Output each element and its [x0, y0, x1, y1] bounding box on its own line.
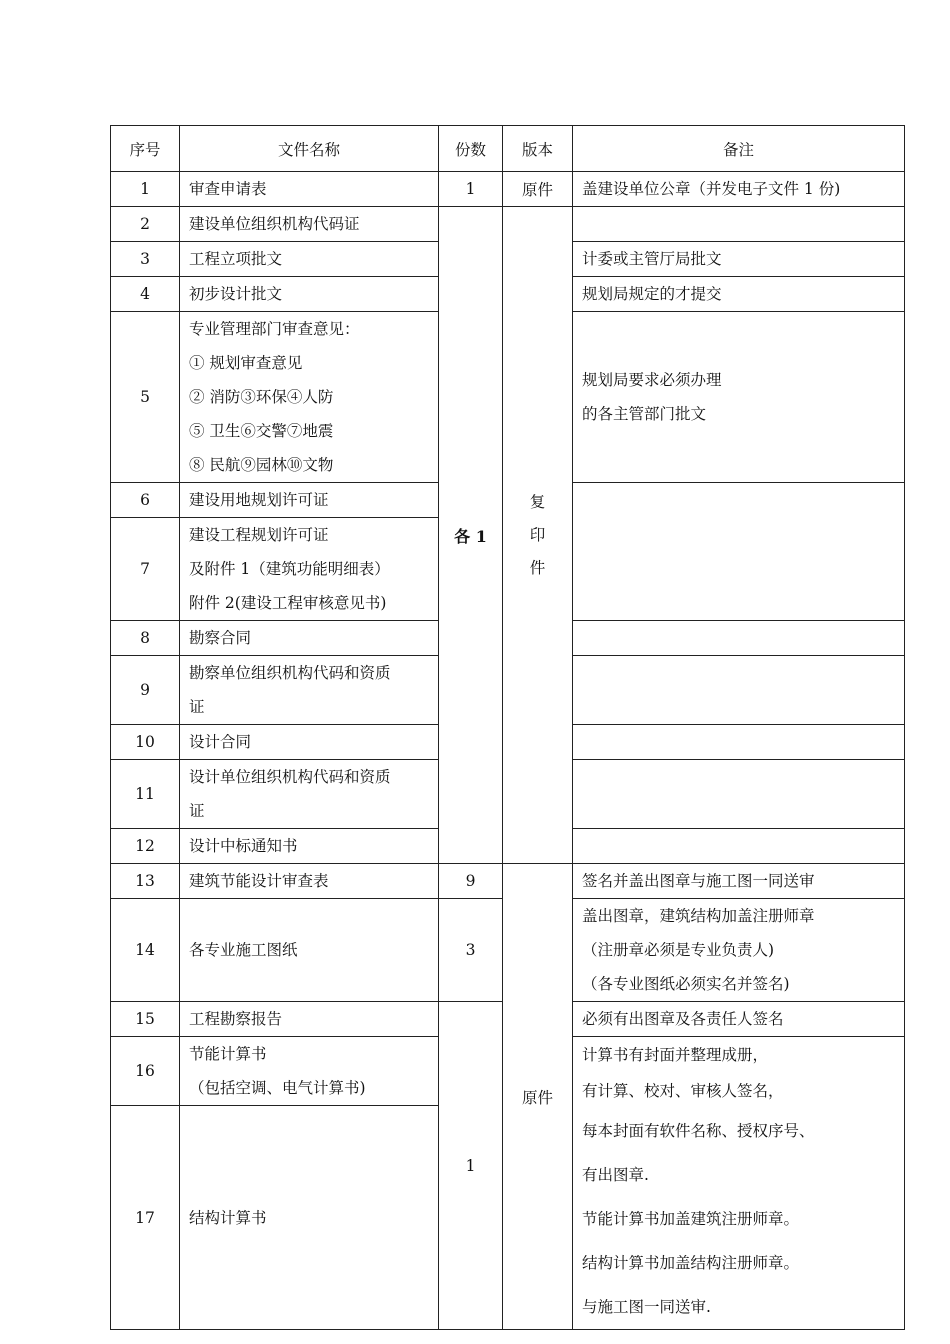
row-note	[573, 207, 905, 242]
note-line: 计委或主管厅局批文	[582, 250, 722, 268]
header-note: 备注	[573, 126, 905, 172]
name-line: 勘察合同	[189, 629, 252, 647]
name-line: 各专业施工图纸	[189, 941, 298, 959]
document-table	[110, 125, 905, 1330]
merged-version-rows-13-17: 原件	[503, 864, 573, 1330]
note-line: （各专业图纸必须实名并签名)	[582, 975, 790, 993]
note-line: 有计算、校对、审核人签名，	[582, 1082, 784, 1100]
name-line: 结构计算书	[189, 1208, 267, 1227]
name-line: ⑧ 民航⑨园林⑩文物	[189, 456, 334, 474]
row-note	[573, 864, 905, 899]
row-seq: 8	[111, 621, 180, 656]
row-copies: 1	[439, 172, 503, 207]
note-line: 结构计算书加盖结构注册师章。	[582, 1254, 800, 1272]
note-line: 规划局规定的才提交	[582, 285, 722, 303]
note-line: 盖建设单位公章（并发电子文件 1 份)	[582, 180, 841, 198]
merged-version-rows-2-12	[503, 207, 573, 864]
row-note	[573, 760, 905, 829]
row-copies: 9	[439, 864, 503, 899]
row-name	[180, 172, 439, 207]
row-name	[180, 864, 439, 899]
name-line: 设计单位组织机构代码和资质	[189, 768, 391, 786]
row-seq: 14	[111, 899, 180, 1002]
row-note	[573, 1002, 905, 1037]
row-note	[573, 277, 905, 312]
note-line: 计算书有封面并整理成册，	[582, 1046, 769, 1064]
header-seq: 序号	[111, 126, 180, 172]
header-version: 版本	[503, 126, 573, 172]
note-line: 节能计算书加盖建筑注册师章。	[582, 1210, 800, 1228]
version-char: 复	[529, 492, 546, 511]
row-note	[573, 172, 905, 207]
note-line: 签名并盖出图章与施工图一同送审	[582, 872, 815, 890]
name-line: ① 规划审查意见	[189, 354, 303, 372]
note-line: 与施工图一同送审.	[582, 1298, 711, 1316]
row-seq: 6	[111, 483, 180, 518]
header-copies: 份数	[439, 126, 503, 172]
name-line: 建设单位组织机构代码证	[189, 215, 360, 233]
name-line: ⑤ 卫生⑥交警⑦地震	[189, 422, 334, 440]
merged-copies-rows-2-12: 各 1	[439, 207, 503, 864]
name-line: （包括空调、电气计算书)	[189, 1079, 366, 1098]
row-note	[573, 899, 905, 1002]
row-note	[573, 483, 905, 621]
row-name	[180, 518, 439, 621]
header-name: 文件名称	[180, 126, 439, 172]
row-seq: 4	[111, 277, 180, 312]
row-name	[180, 1002, 439, 1037]
row-seq: 16	[111, 1037, 180, 1106]
row-note	[573, 656, 905, 725]
row-name	[180, 207, 439, 242]
name-line: 专业管理部门审查意见：	[189, 320, 360, 338]
name-line: 审查申请表	[189, 180, 267, 198]
note-line: 盖出图章，建筑结构加盖注册师章	[582, 907, 815, 925]
note-line: 有出图章.	[582, 1166, 649, 1184]
name-line: 工程立项批文	[189, 250, 283, 268]
table-row	[111, 864, 905, 899]
table-row	[111, 172, 905, 207]
row-note	[573, 621, 905, 656]
name-line: 勘察单位组织机构代码和资质	[189, 664, 391, 682]
note-line: 必须有出图章及各责任人签名	[582, 1010, 784, 1028]
row-seq: 9	[111, 656, 180, 725]
row-copies: 3	[439, 899, 503, 1002]
row-seq: 17	[111, 1106, 180, 1330]
row-seq: 3	[111, 242, 180, 277]
row-name	[180, 483, 439, 518]
row-name	[180, 277, 439, 312]
name-line: 建设工程规划许可证	[189, 526, 329, 544]
row-version: 原件	[503, 172, 573, 207]
row-seq: 15	[111, 1002, 180, 1037]
name-line: 工程勘察报告	[189, 1010, 283, 1028]
row-seq: 13	[111, 864, 180, 899]
name-line: 设计中标通知书	[189, 837, 298, 855]
name-line: 建设用地规划许可证	[189, 491, 329, 509]
row-name	[180, 829, 439, 864]
name-line: 设计合同	[189, 733, 252, 751]
merged-note-rows-16-17	[573, 1037, 905, 1330]
row-name	[180, 242, 439, 277]
name-line: 及附件 1（建筑功能明细表）	[189, 560, 390, 578]
row-name	[180, 1106, 439, 1330]
row-name	[180, 621, 439, 656]
row-note	[573, 829, 905, 864]
row-seq: 12	[111, 829, 180, 864]
version-char: 件	[529, 558, 546, 577]
version-char: 印	[529, 525, 546, 544]
row-name	[180, 725, 439, 760]
row-name	[180, 312, 439, 483]
note-line: （注册章必须是专业负责人)	[582, 941, 775, 959]
row-name	[180, 1037, 439, 1106]
row-note	[573, 725, 905, 760]
row-name	[180, 760, 439, 829]
name-line: 节能计算书	[189, 1045, 267, 1064]
name-line: 建筑节能设计审查表	[189, 872, 329, 890]
name-line: 证	[189, 698, 205, 716]
table-row	[111, 207, 905, 242]
row-name	[180, 656, 439, 725]
note-line: 的各主管部门批文	[582, 405, 707, 423]
row-seq: 10	[111, 725, 180, 760]
row-seq: 1	[111, 172, 180, 207]
name-line: ② 消防③环保④人防	[189, 388, 334, 406]
row-note	[573, 312, 905, 483]
row-seq: 2	[111, 207, 180, 242]
row-seq: 5	[111, 312, 180, 483]
row-note	[573, 242, 905, 277]
name-line: 初步设计批文	[189, 285, 283, 303]
row-seq: 7	[111, 518, 180, 621]
table-header-row	[111, 126, 905, 172]
row-seq: 11	[111, 760, 180, 829]
name-line: 附件 2(建设工程审核意见书)	[189, 594, 387, 612]
merged-copies-rows-15-17: 1	[439, 1002, 503, 1330]
note-line: 规划局要求必须办理	[582, 371, 722, 389]
note-line: 每本封面有软件名称、授权序号、	[582, 1122, 815, 1140]
name-line: 证	[189, 802, 205, 820]
row-name	[180, 899, 439, 1002]
